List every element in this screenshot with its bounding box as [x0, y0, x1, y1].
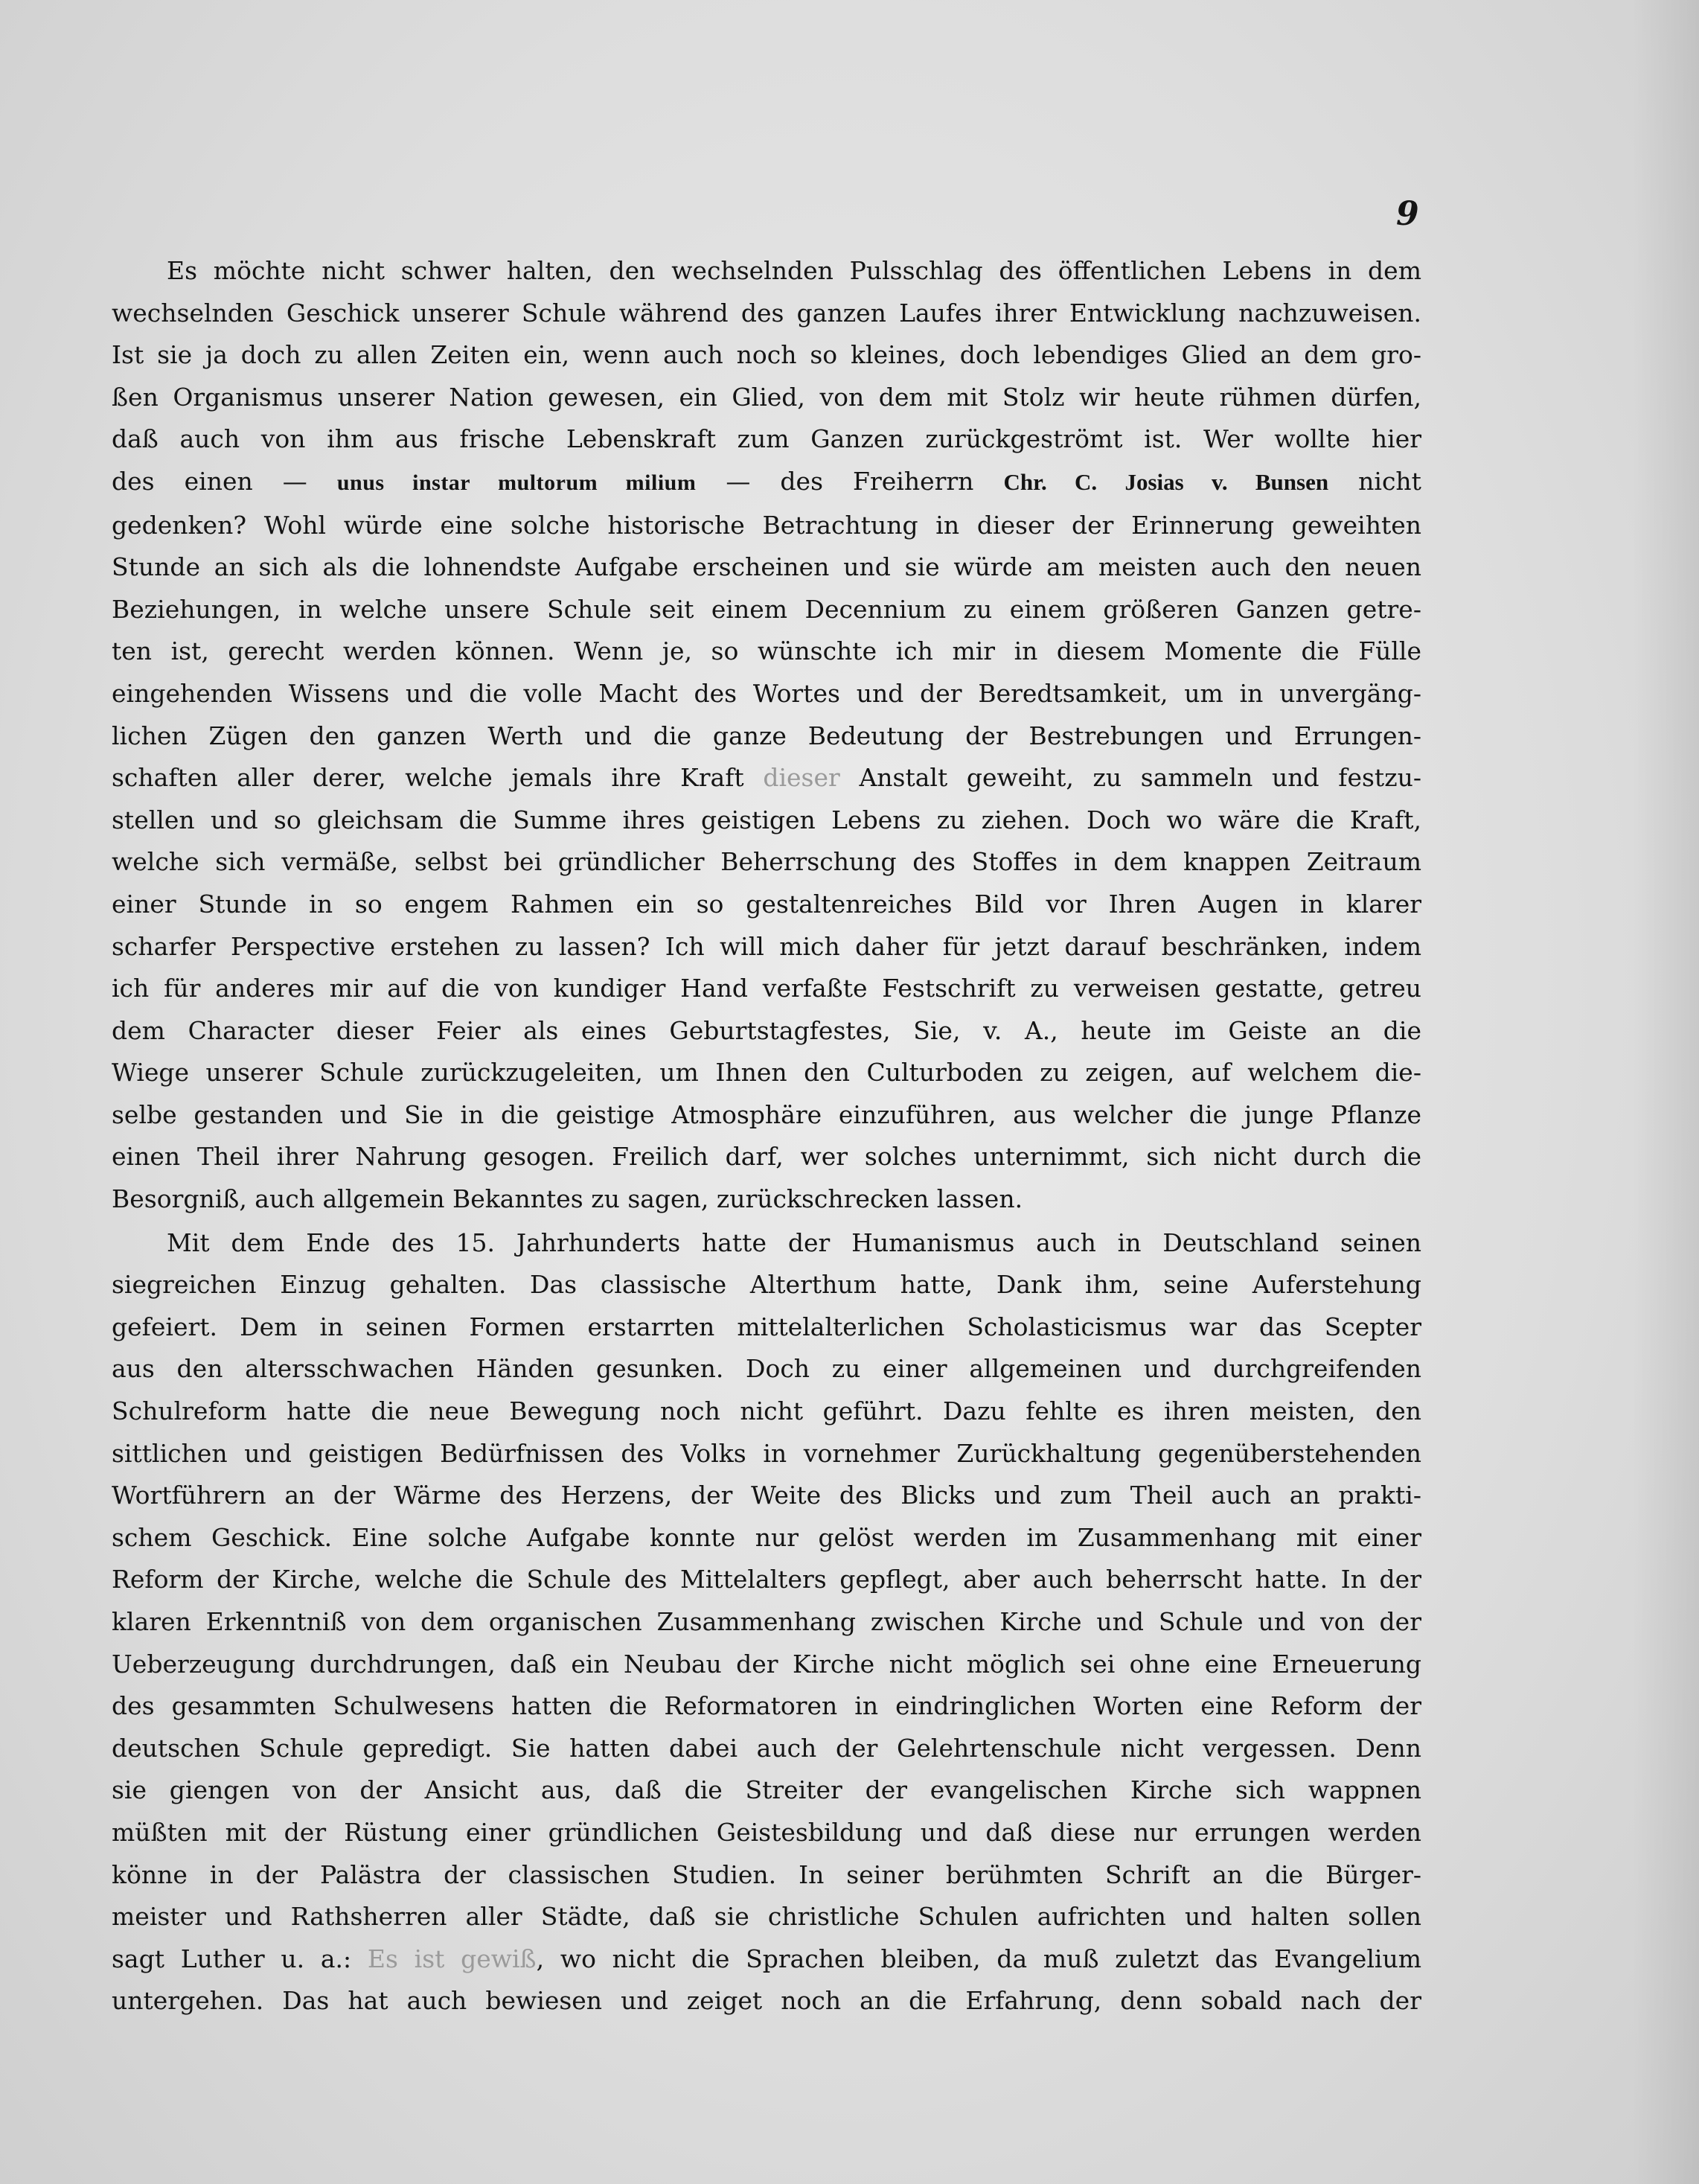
text-line: einer Stunde in so engem Rahmen ein so gestaltenreiches Bild vor Ihren Augen in klarer [112, 889, 1421, 919]
person-name: Chr. C. Josias v. Bunsen [1003, 468, 1329, 495]
text-line: meister und Rathsherren aller Städte, daß sie christliche Schulen aufrichten und halten sollen [112, 1902, 1421, 1932]
text-line: ich für anderes mir auf die von kundiger Hand verfaßte Festschrift zu verweisen gestatte, getreu [112, 974, 1421, 1003]
text-line: des gesammten Schulwesens hatten die Reformatoren in eindringlichen Worten eine Reform der [112, 1691, 1421, 1721]
text-line: ßen Organismus unserer Nation gewesen, ein Glied, von dem mit Stolz wir heute rühmen dürfen, [112, 382, 1421, 412]
paragraph-1 [112, 250, 1421, 1221]
text-fragment: sagt Luther u. a.: [112, 1944, 352, 1973]
text-line: selbe gestanden und Sie in die geistige Atmosphäre einzuführen, aus welcher die junge Pflanze [112, 1099, 1421, 1129]
text-line: ten ist, gerecht werden können. Wenn je, so wünschte ich mir in diesem Momente die Fülle [112, 636, 1421, 666]
text-line: Schulreform hatte die neue Bewegung noch nicht geführt. Dazu fehlte es ihren meisten, den [112, 1396, 1421, 1426]
text-line: gefeiert. Dem in seinen Formen erstarrten mittelalterlichen Scholasticismus war das Scepter [112, 1312, 1421, 1341]
text-line: Ueberzeugung durchdrungen, daß ein Neubau der Kirche nicht möglich sei ohne eine Erneuerung [112, 1649, 1421, 1679]
text-line: untergehen. Das hat auch bewiesen und zeiget noch an die Erfahrung, denn sobald nach der [112, 1986, 1421, 2016]
text-line: stellen und so gleichsam die Summe ihres geistigen Lebens zu ziehen. Doch wo wäre die Kraft, [112, 805, 1421, 834]
text-line-mixed [112, 1938, 1421, 1981]
text-fragment: schaften aller derer, welche jemals ihre Kraft [112, 763, 744, 793]
text-line: Stunde an sich als die lohnendste Aufgabe erscheinen und sie würde am meisten auch den neuen [112, 552, 1421, 582]
text-line: sittlichen und geistigen Bedürfnissen des Volks in vornehmer Zurückhaltung gegenüberstehenden [112, 1438, 1421, 1468]
text-fragment: Anstalt geweiht, zu sammeln und festzu- [859, 763, 1421, 793]
text-line: gedenken? Wohl würde eine solche historische Betrachtung in dieser der Erinnerung geweihten [112, 510, 1421, 540]
text-line: Reform der Kirche, welche die Schule des Mittelalters gepflegt, aber auch beherrscht hatte. In der [112, 1565, 1421, 1594]
text-line: könne in der Palästra der classischen Studien. In seiner berühmten Schrift an die Bürger- [112, 1859, 1421, 1889]
latin-quotation: unus instar multorum milium [336, 470, 697, 495]
page-number: 9 [1396, 195, 1419, 233]
text-line: Beziehungen, in welche unsere Schule seit einem Decennium zu einem größeren Ganzen getre- [112, 594, 1421, 624]
text-line: schem Geschick. Eine solche Aufgabe konnte nur gelöst werden im Zusammenhang mit einer [112, 1522, 1421, 1552]
text-line: wechselnden Geschick unserer Schule während des ganzen Laufes ihrer Entwicklung nachzuweisen. [112, 298, 1421, 328]
text-line: Besorgniß, auch allgemein Bekanntes zu sagen, zurückschrecken lassen. [112, 1184, 1023, 1214]
text-line: Es möchte nicht schwer halten, den wechselnden Pulsschlag des öffentlichen Lebens in dem [167, 256, 1421, 285]
faded-text: Es ist gewiß [367, 1944, 537, 1973]
text-line-mixed [112, 461, 1421, 505]
body-text [112, 250, 1421, 2022]
text-fragment: nicht [1358, 466, 1421, 496]
text-line: Wortführern an der Wärme des Herzens, der Weite des Blicks und zum Theil auch an prakti- [112, 1481, 1421, 1510]
text-line: klaren Erkenntniß von dem organischen Zusammenhang zwischen Kirche und Schule und von der [112, 1607, 1421, 1636]
text-line-mixed [112, 757, 1421, 799]
text-line: siegreichen Einzug gehalten. Das classische Alterthum hatte, Dank ihm, seine Auferstehung [112, 1270, 1421, 1300]
text-fragment: — des Freiherrn [726, 466, 974, 496]
text-line: welche sich vermäße, selbst bei gründlicher Beherrschung des Stoffes in dem knappen Zeitraum [112, 847, 1421, 877]
text-line: deutschen Schule gepredigt. Sie hatten dabei auch der Gelehrtenschule nicht vergessen. Denn [112, 1733, 1421, 1763]
text-line: Wiege unserer Schule zurückzugeleiten, um Ihnen den Culturboden zu zeigen, auf welchem die- [112, 1058, 1421, 1088]
text-line: daß auch von ihm aus frische Lebenskraft zum Ganzen zurückgeströmt ist. Wer wollte hier [112, 424, 1421, 454]
text-line: scharfer Perspective erstehen zu lassen? Ich will mich daher für jetzt darauf beschränken, indem [112, 931, 1421, 961]
faded-text: dieser [763, 763, 840, 793]
text-line: dem Character dieser Feier als eines Geburtstagfestes, Sie, v. A., heute im Geiste an die [112, 1015, 1421, 1045]
text-line: Ist sie ja doch zu allen Zeiten ein, wenn auch noch so kleines, doch lebendiges Glied an dem gro- [112, 340, 1421, 370]
paragraph-2 [112, 1222, 1421, 2022]
text-fragment: des einen — [112, 466, 307, 496]
text-line: einen Theil ihrer Nahrung gesogen. Freilich darf, wer solches unternimmt, sich nicht durch die [112, 1142, 1421, 1172]
text-line: aus den altersschwachen Händen gesunken. Doch zu einer allgemeinen und durchgreifenden [112, 1354, 1421, 1384]
page-edge-shadow [1632, 0, 1699, 2184]
text-line: lichen Zügen den ganzen Werth und die ganze Bedeutung der Bestrebungen und Errungen- [112, 721, 1421, 750]
text-fragment: , wo nicht die Sprachen bleiben, da muß zuletzt das Evangelium [536, 1944, 1421, 1973]
text-line: Mit dem Ende des 15. Jahrhunderts hatte der Humanismus auch in Deutschland seinen [167, 1227, 1421, 1257]
text-line: sie giengen von der Ansicht aus, daß die Streiter der evangelischen Kirche sich wappnen [112, 1775, 1421, 1805]
text-line: müßten mit der Rüstung einer gründlichen Geistesbildung und daß diese nur errungen werden [112, 1817, 1421, 1847]
text-line: eingehenden Wissens und die volle Macht des Wortes und der Beredtsamkeit, um in unvergäng- [112, 678, 1421, 708]
